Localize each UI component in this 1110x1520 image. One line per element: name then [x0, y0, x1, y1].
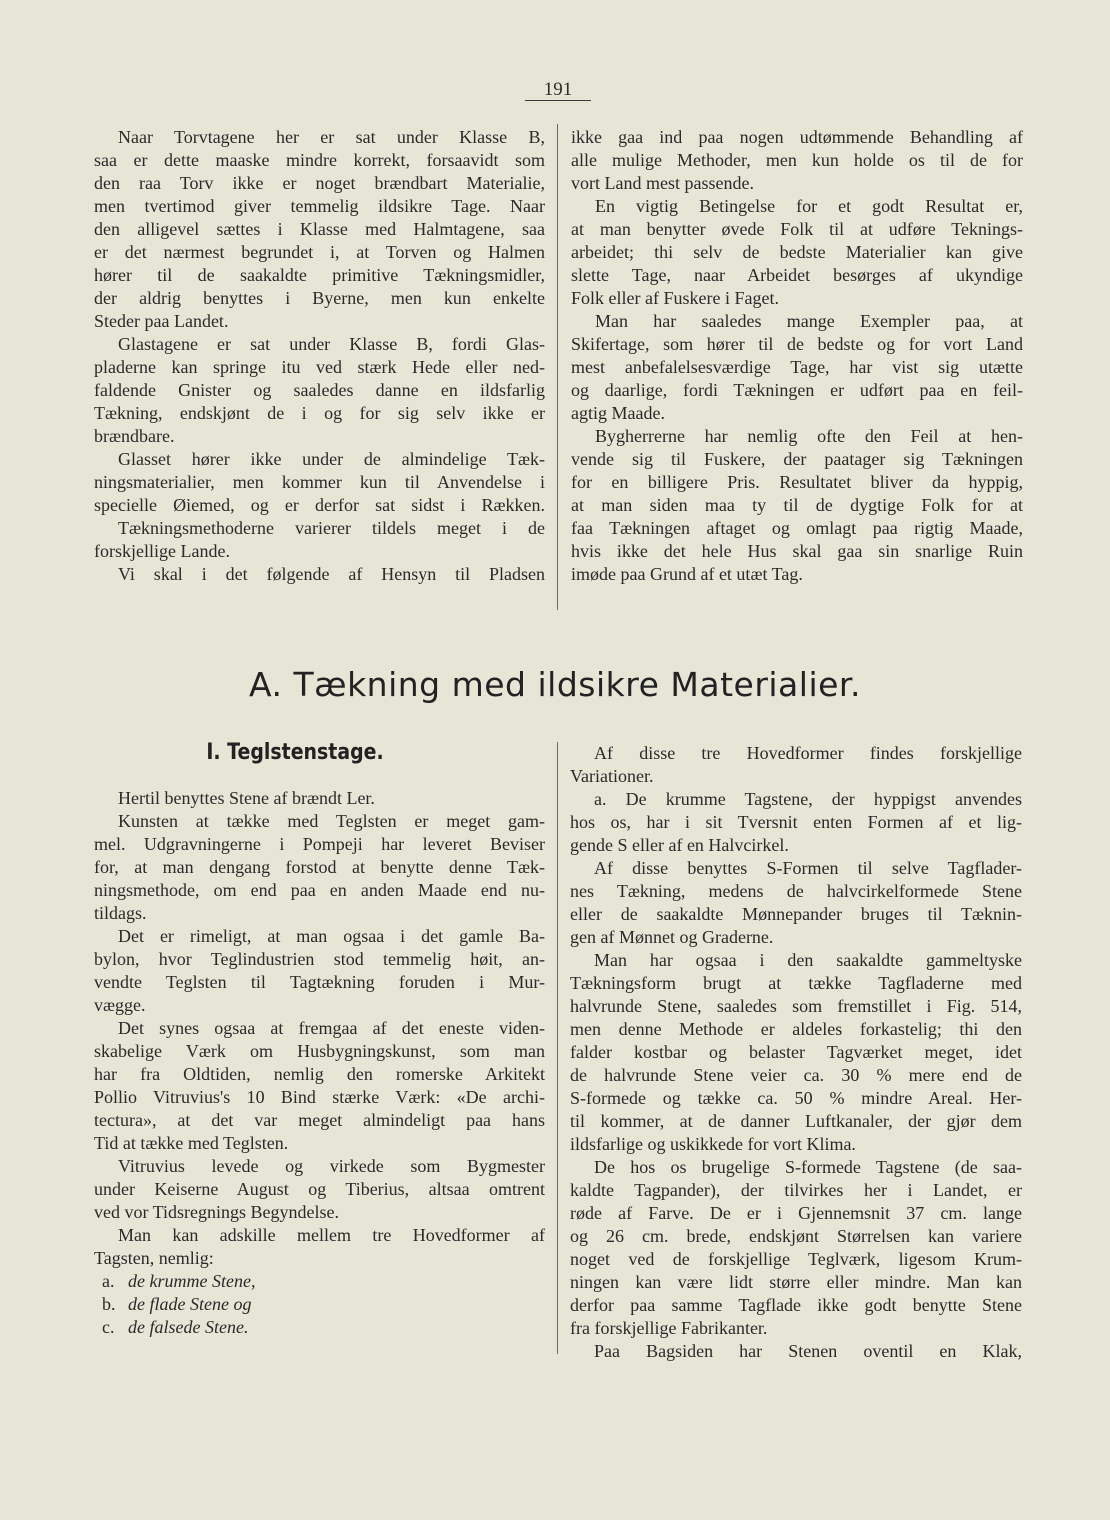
text-line: S-formede og tække ca. 50 % mindre Areal. Her-: [570, 1088, 1022, 1108]
text-line: Steder paa Landet.: [94, 311, 229, 331]
text-line: Vi skal i det følgende af Hensyn til Pladsen: [118, 564, 545, 584]
bottom-right-column: [570, 742, 1022, 1363]
text-line: den alligevel sættes i Klasse med Halmtagene, saa: [94, 219, 545, 239]
text-line: ningsmethode, om end paa en anden Maade end nu-: [94, 880, 545, 900]
list-item: [94, 1316, 545, 1339]
text-line: mel. Udgravningerne i Pompeji har leveret Beviser: [94, 834, 545, 854]
text-line: men tvertimod giver temmelig ildsikre Tage. Naar: [94, 196, 545, 216]
page-number: 191: [543, 79, 573, 100]
text-line: vægge.: [94, 995, 146, 1015]
text-line: for, at man dengang forstod at benytte denne Tæk-: [94, 857, 545, 877]
text-line: hører til de saakaldte primitive Tækningsmidler,: [94, 265, 545, 285]
text-line: tildags.: [94, 903, 147, 923]
text-line: har fra Oldtiden, nemlig den romerske Arkitekt: [94, 1064, 545, 1084]
text-line: Det er rimeligt, at man ogsaa i det gamle Ba-: [118, 926, 545, 946]
list-item: [94, 1270, 545, 1293]
text-line: Bygherrerne har nemlig ofte den Feil at hen-: [595, 426, 1023, 446]
text-line: at man siden maa ty til de dygtige Folk for at: [571, 495, 1023, 515]
text-line: Naar Torvtagene her er sat under Klasse B,: [118, 127, 545, 147]
text-line: men denne Methode er aldeles forkastelig; thi den: [570, 1019, 1022, 1039]
text-line: Vitruvius levede og virkede som Bygmester: [118, 1156, 545, 1176]
text-line: Tækningsform brugt at tække Tagfladerne med: [570, 973, 1022, 993]
text-line: til kommer, at de danner Luftkanaler, der gjør dem: [570, 1111, 1022, 1131]
text-line: Tækningsmethoderne varierer tildels meget i de: [118, 518, 545, 538]
text-line: nes Tækning, medens de halvcirkelformede Stene: [570, 881, 1022, 901]
text-line: skabelige Værk om Husbygningskunst, som man: [94, 1041, 545, 1061]
column-divider-bottom: [557, 742, 558, 1354]
text-line: En vigtig Betingelse for et godt Resultat er,: [595, 196, 1023, 216]
text-line: og daarlige, fordi Tækningen er udført paa en feil-: [571, 380, 1023, 400]
text-line: eller de saakaldte Mønnepander bruges til Tæknin-: [570, 904, 1022, 924]
text-line: fra forskjellige Fabrikanter.: [570, 1318, 768, 1338]
text-line: kaldte Tagpander), der tilvirkes her i Landet, er: [570, 1180, 1022, 1200]
text-line: vende sig til Fuskere, der paatager sig Tækningen: [571, 449, 1023, 469]
text-line: ikke gaa ind paa nogen udtømmende Behandling af: [571, 127, 1023, 147]
text-line: Af disse tre Hovedformer findes forskjellige: [594, 743, 1022, 763]
text-line: og 26 cm. brede, endskjønt Størrelsen kan variere: [570, 1226, 1022, 1246]
text-line: Man har saaledes mange Exempler paa, at: [595, 311, 1023, 331]
text-line: Tækning, endskjønt de i og for sig selv ikke er: [94, 403, 545, 423]
text-line: slette Tage, naar Arbeidet besørges af ukyndige: [571, 265, 1023, 285]
text-line: Skifertage, som hører til de bedste og for vort Land: [571, 334, 1023, 354]
text-line: ildsfarlige og uskikkede for vort Klima.: [570, 1134, 856, 1154]
text-line: falder kostbar og belaster Tagværket meget, idet: [570, 1042, 1022, 1062]
text-line: specielle Øiemed, og er derfor sat sidst i Rækken.: [94, 495, 545, 515]
text-line: gende S eller af en Halvcirkel.: [570, 835, 789, 855]
text-line: alle mulige Methoder, men kun holde os til de for: [571, 150, 1023, 170]
text-line: ningen kan være lidt større eller mindre. Man kan: [570, 1272, 1022, 1292]
text-line: Glastagene er sat under Klasse B, fordi Glas-: [118, 334, 545, 354]
text-line: arbeidet; thi selv de bedste Materialier kan give: [571, 242, 1023, 262]
list-key: a.: [102, 1271, 115, 1291]
sub-heading: I. Teglstenstage.: [206, 740, 384, 765]
text-line: Tid at tække med Teglsten.: [94, 1133, 289, 1153]
text-line: under Keiserne August og Tiberius, altsaa omtrent: [94, 1179, 545, 1199]
text-line: for en billigere Pris. Resultatet bliver da hyppig,: [571, 472, 1023, 492]
text-line: halvrunde Stene, saaledes som fremstillet i Fig. 514,: [570, 996, 1022, 1016]
text-line: gen af Mønnet og Graderne.: [570, 927, 774, 947]
text-line: agtig Maade.: [571, 403, 665, 423]
text-line: Kunsten at tække med Teglsten er meget gam-: [118, 811, 545, 831]
text-line: vort Land mest passende.: [571, 173, 754, 193]
text-line: Man kan adskille mellem tre Hovedformer af: [118, 1225, 545, 1245]
text-line: at man benytter øvede Folk til at udføre Teknings-: [571, 219, 1023, 239]
text-line: ved vor Tidsregnings Begyndelse.: [94, 1202, 339, 1222]
text-line: der aldrig benyttes i Byerne, men kun enkelte: [94, 288, 545, 308]
list-item: [94, 1293, 545, 1316]
text-line: hos os, har i sit Tversnit enten Formen af et lig-: [570, 812, 1022, 832]
text-line: vendte Teglsten til Tagtækning foruden i Mur-: [94, 972, 545, 992]
text-line: imøde paa Grund af et utæt Tag.: [571, 564, 803, 584]
text-line: Variationer.: [570, 766, 654, 786]
page-number-rule: [525, 100, 591, 101]
text-line: brændbare.: [94, 426, 175, 446]
text-line: ningsmaterialier, men kommer kun til Anvendelse i: [94, 472, 545, 492]
text-line: derfor paa samme Tagflade ikke godt benytte Stene: [570, 1295, 1022, 1315]
text-line: Pollio Vitruvius's 10 Bind stærke Værk: «De archi-: [94, 1087, 545, 1107]
text-line: hvis ikke det hele Hus skal gaa sin snarlige Ruin: [571, 541, 1023, 561]
list-text: de falsede Stene.: [128, 1317, 249, 1337]
text-line: De hos os brugelige S-formede Tagstene (de saa-: [594, 1157, 1022, 1177]
text-line: Det synes ogsaa at fremgaa af det eneste viden-: [118, 1018, 545, 1038]
text-line: faldende Gnister og saaledes danne en ildsfarlig: [94, 380, 545, 400]
list-key: c.: [102, 1317, 115, 1337]
list-text: de krumme Stene,: [128, 1271, 256, 1291]
text-line: Glasset hører ikke under de almindelige Tæk-: [118, 449, 545, 469]
bottom-left-column: [94, 787, 545, 1339]
text-line: de halvrunde Stene veier ca. 30 % mere end de: [570, 1065, 1022, 1085]
text-line: Man har ogsaa i den saakaldte gammeltyske: [594, 950, 1022, 970]
top-right-column: [571, 126, 1023, 586]
list-text: de flade Stene og: [128, 1294, 252, 1314]
text-line: saa er dette maaske mindre korrekt, forsaavidt som: [94, 150, 545, 170]
text-line: den raa Torv ikke er noget brændbart Materialie,: [94, 173, 545, 193]
text-line: a. De krumme Tagstene, der hyppigst anvendes: [594, 789, 1022, 809]
text-line: tectura», at det var meget almindeligt paa hans: [94, 1110, 545, 1130]
text-line: bylon, hvor Teglindustrien stod temmelig høit, an-: [94, 949, 545, 969]
list-key: b.: [102, 1294, 116, 1314]
top-left-column: [94, 126, 545, 586]
text-line: noget ved de forskjellige Teglværk, ligesom Krum-: [570, 1249, 1022, 1269]
text-line: er det nærmest begrundet i, at Torven og Halmen: [94, 242, 545, 262]
text-line: Hertil benyttes Stene af brændt Ler.: [118, 788, 375, 808]
text-line: røde af Farve. De er i Gjennemsnit 37 cm. lange: [570, 1203, 1022, 1223]
section-heading: A. Tækning med ildsikre Materialier.: [249, 665, 861, 704]
text-line: Af disse benyttes S-Formen til selve Tagflader-: [594, 858, 1022, 878]
text-line: Folk eller af Fuskere i Faget.: [571, 288, 779, 308]
column-divider-top: [557, 124, 558, 610]
text-line: forskjellige Lande.: [94, 541, 230, 561]
text-line: Paa Bagsiden har Stenen oventil en Klak,: [594, 1341, 1022, 1361]
text-line: mest anbefalelsesværdige Tage, har vist sig utætte: [571, 357, 1023, 377]
text-line: pladerne kan springe itu ved stærk Hede eller ned-: [94, 357, 545, 377]
text-line: faa Tækningen aftaget og omlagt paa rigtig Maade,: [571, 518, 1023, 538]
text-line: Tagsten, nemlig:: [94, 1248, 214, 1268]
